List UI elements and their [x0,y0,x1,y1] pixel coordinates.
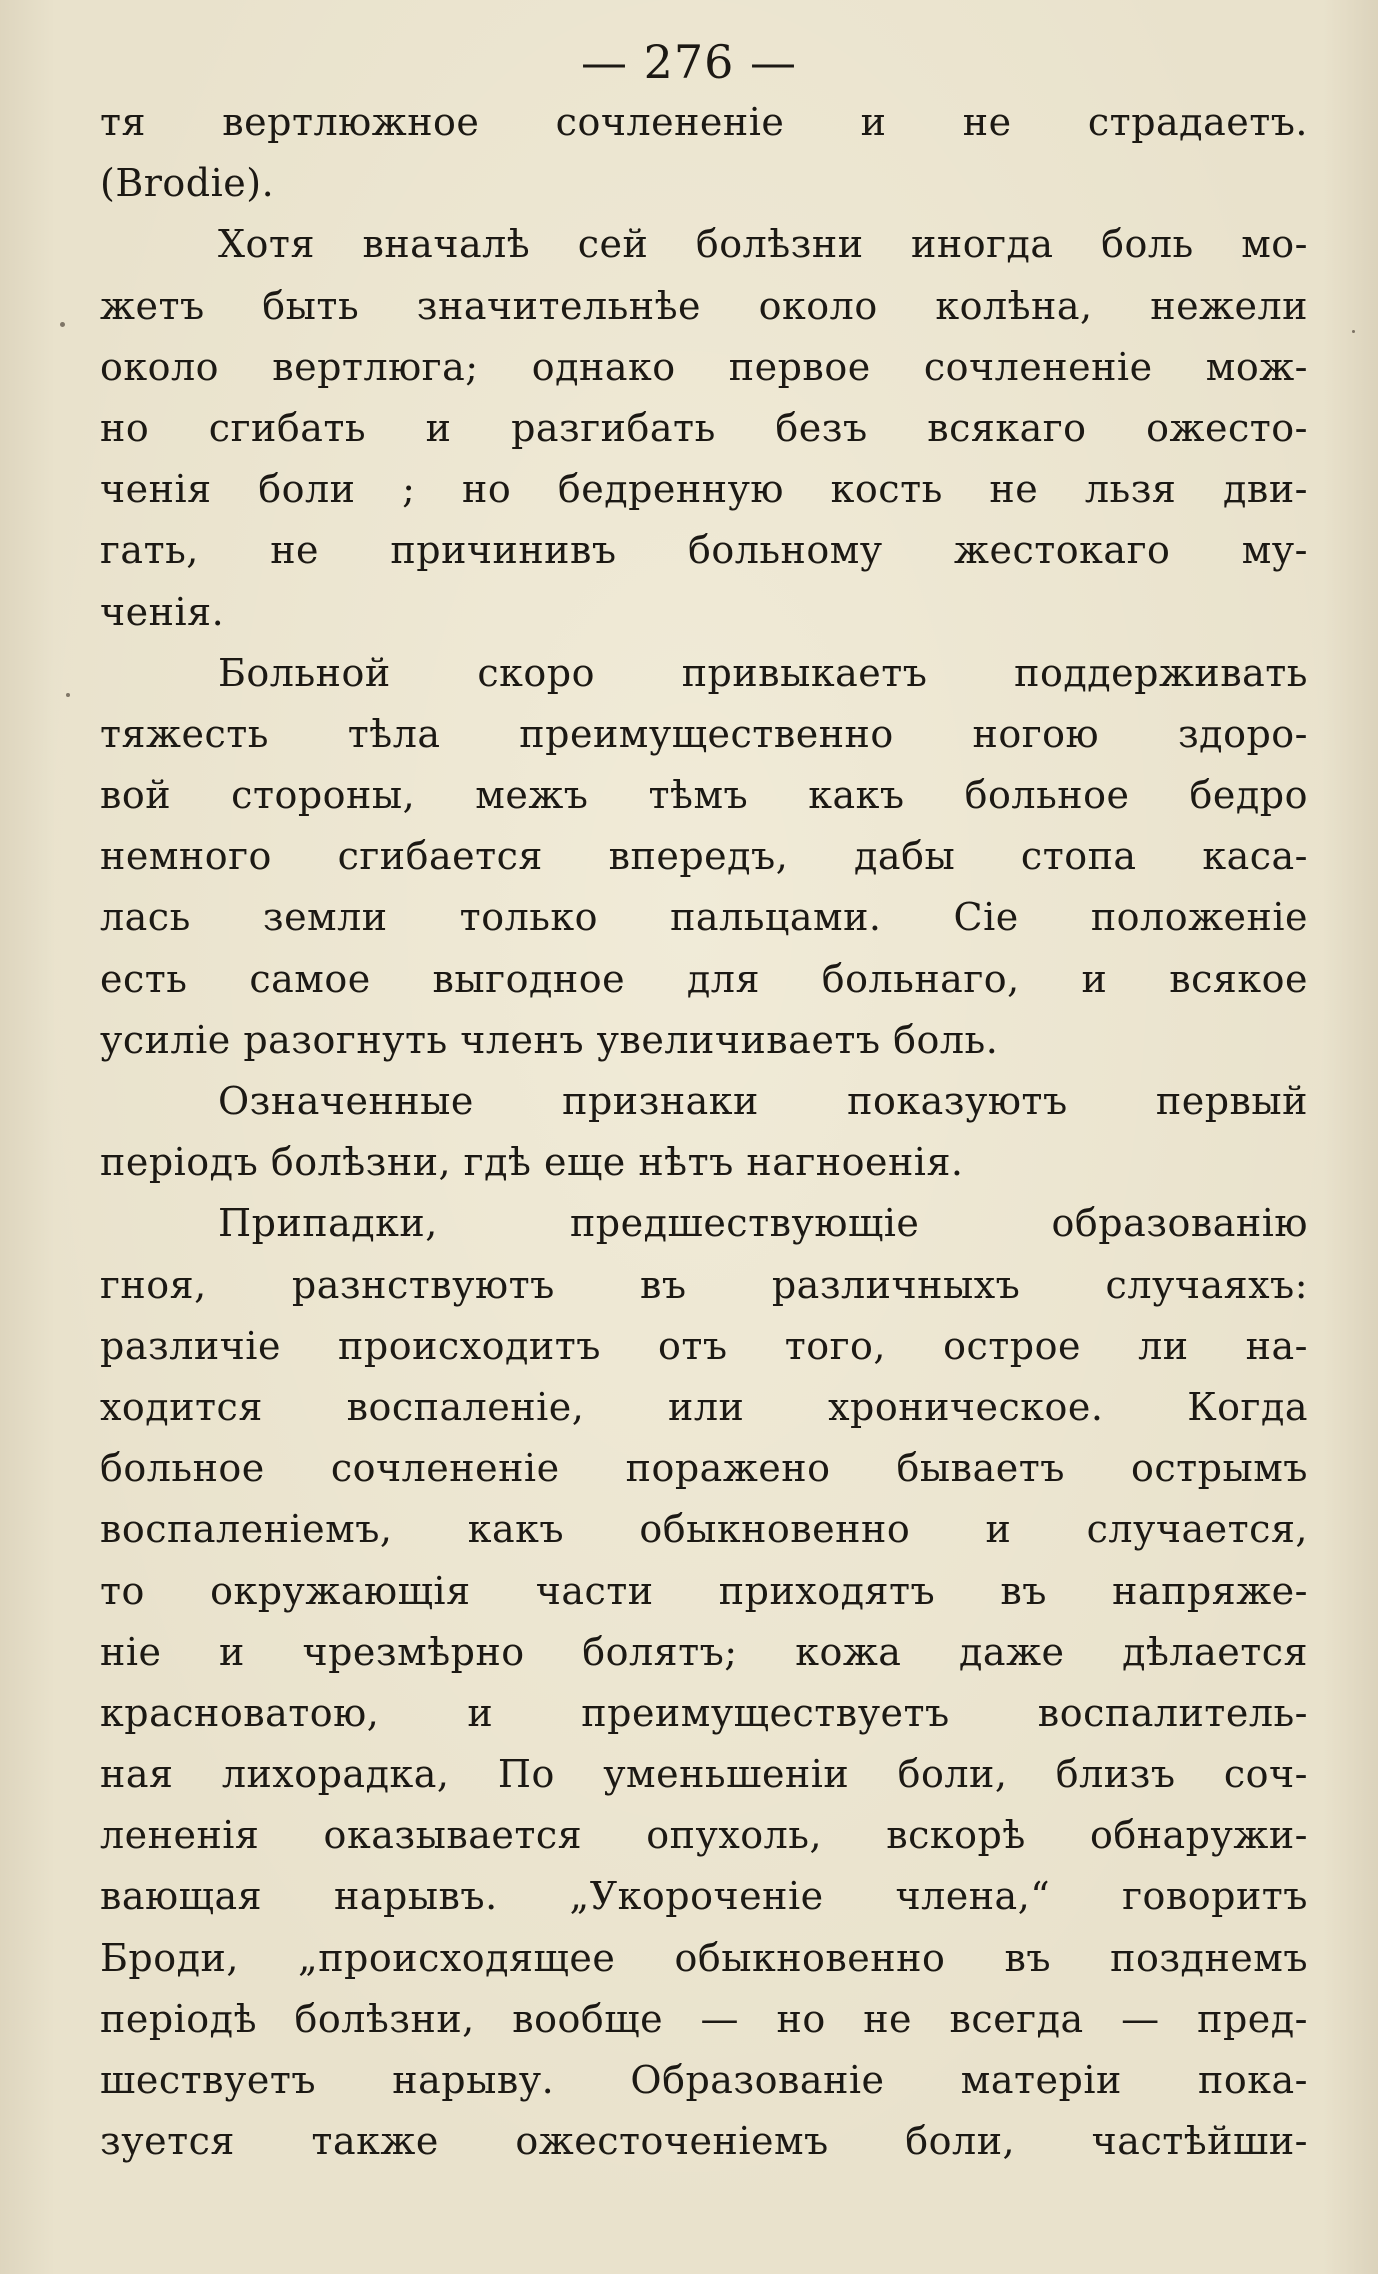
text-line: Больной скоро привыкаетъ поддерживать [218,650,1308,695]
text-line: гать, не причинивъ больному жестокаго му- [100,528,1308,573]
text-line: гноя, разнствуютъ въ различныхъ случаяхъ: [100,1262,1308,1307]
paper-speck [1352,330,1355,333]
text-line: больное сочлененіе поражено бываетъ острымъ [100,1446,1308,1491]
text-line: вающая нарывъ. „Укороченіе члена,“ говоритъ [100,1874,1308,1919]
text-line: ченія. [100,589,225,634]
text-line: періодъ болѣзни, гдѣ еще нѣтъ нагноенія. [100,1140,964,1185]
text-line: Хотя вначалѣ сей болѣзни иногда боль мо- [218,222,1308,267]
text-line: ніе и чрезмѣрно болятъ; кожа даже дѣлается [100,1629,1308,1674]
text-line: лась земли только пальцами. Сіе положеніе [100,895,1308,940]
text-line: красноватою, и преимуществуетъ воспалитель- [100,1690,1308,1735]
text-line: есть самое выгодное для больнаго, и всякое [100,956,1308,1001]
text-line: тяжесть тѣла преимущественно ногою здоро- [100,711,1308,756]
text-line: жетъ быть значительнѣе около колѣна, нежели [100,283,1308,328]
text-line: Означенные признаки показуютъ первый [218,1079,1308,1123]
text-line: зуется также ожесточеніемъ боли, частѣйши- [100,2119,1308,2164]
text-line: ходится воспаленіе, или хроническое. Когда [100,1384,1308,1429]
paper-speck [66,693,70,697]
text-line: періодѣ болѣзни, вообще — но не всегда — пред- [100,1996,1308,2041]
text-line: (Brodie). [100,161,275,206]
text-line: лененія оказывается опухоль, вскорѣ обнаружи- [100,1813,1308,1858]
text-line: ная лихорадка, По уменьшеніи боли, близъ соч- [100,1752,1308,1797]
text-line: шествуетъ нарыву. Образованіе матеріи пока- [100,2058,1308,2102]
text-line: около вертлюга; однако первое сочлененіе мож- [100,344,1308,389]
text-line: но сгибать и разгибать безъ всякаго ожесто- [100,405,1308,450]
text-line: то окружающія части приходятъ въ напряже- [100,1568,1308,1613]
text-line: усиліе разогнуть членъ увеличиваетъ боль. [100,1017,999,1062]
text-line: воспаленіемъ, какъ обыкновенно и случается, [100,1507,1308,1552]
text-line: вой стороны, межъ тѣмъ какъ больное бедро [100,773,1308,818]
text-line: ченія боли ; но бедренную кость не льзя дви- [100,467,1308,512]
text-line: тя вертлюжное сочлененіе и не страдаетъ. [100,100,1308,144]
text-line: немного сгибается впередъ, дабы стопа каса- [100,834,1308,879]
body-text [100,92,1308,2172]
page-number: — 276 — [580,35,798,89]
paper-speck [60,322,65,327]
text-line: различіе происходитъ отъ того, острое ли на- [100,1323,1308,1368]
text-line: Броди, „происходящее обыкновенно въ позднемъ [100,1935,1308,1980]
text-line: Припадки, предшествующіе образованію [218,1201,1308,1246]
